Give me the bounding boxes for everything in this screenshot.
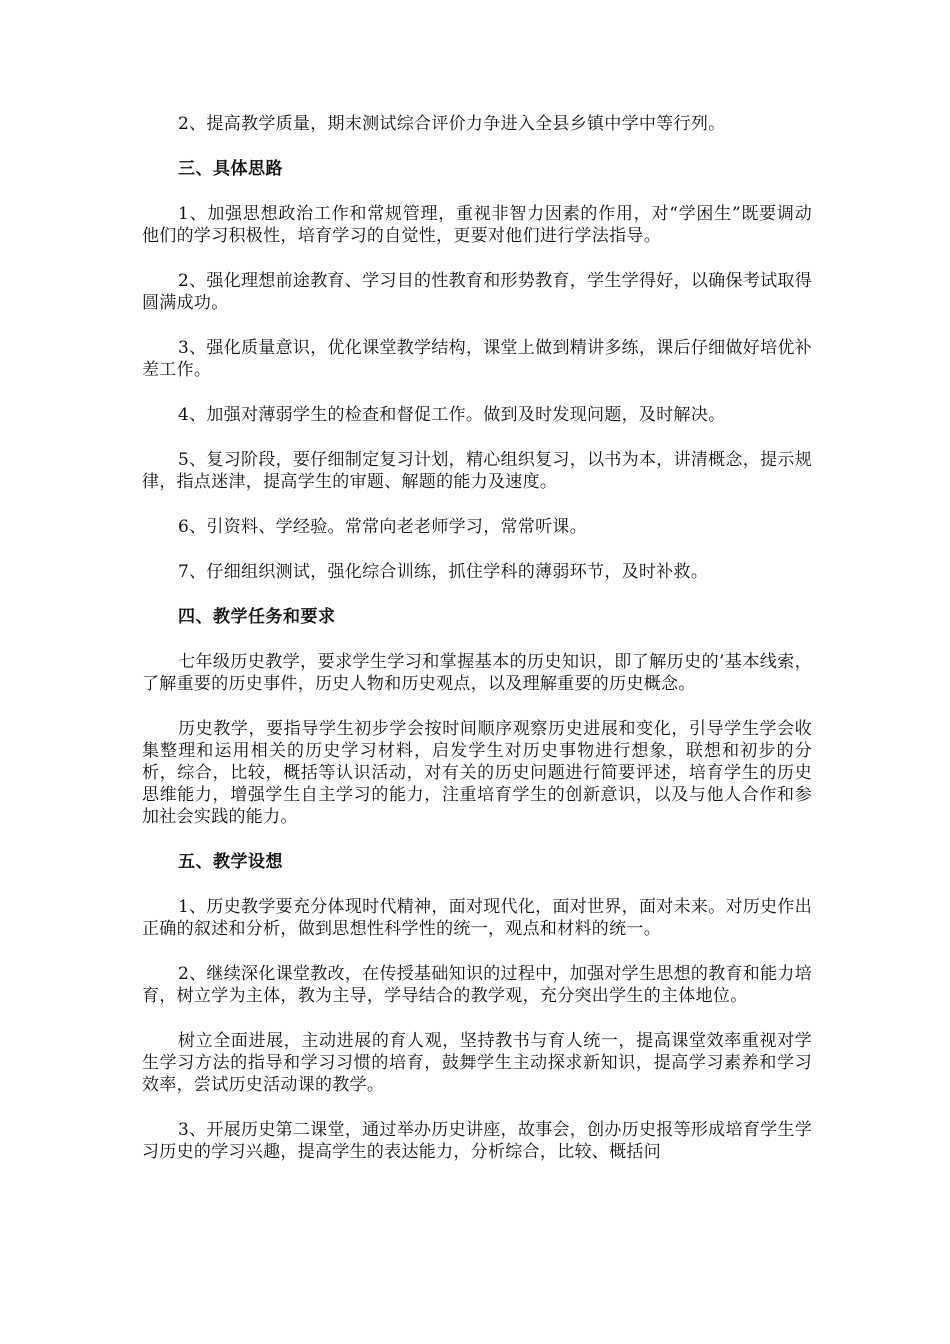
paragraph-task-1: 七年级历史教学，要求学生学习和掌握基本的历史知识，即了解历史的’基本线索，了解重要的历史事件，历史人物和历史观点，以及理解重要的历史概念。 — [142, 652, 812, 694]
paragraph-idea-1: 1、加强思想政治工作和常规管理，重视非智力因素的作用，对“学困生”既要调动他们的学习积极性，培育学习的自觉性，更要对他们进行学法指导。 — [142, 204, 812, 246]
paragraph-idea-2: 2、强化理想前途教育、学习目的性教育和形势教育，学生学得好，以确保考试取得圆满成功。 — [142, 271, 812, 313]
paragraph-idea-7: 7、仔细组织测试，强化综合训练，抓住学科的薄弱环节，及时补救。 — [178, 562, 709, 582]
paragraph-plan-2-continued: 树立全面进展，主动进展的育人观，坚持教书与育人统一，提高课堂效率重视对学生学习方法的指导和学习习惯的培育，鼓舞学生主动探求新知识，提高学习素养和学习效率，尝试历史活动课的教学。 — [142, 1031, 812, 1095]
paragraph-plan-3: 3、开展历史第二课堂，通过举办历史讲座，故事会，创办历史报等形成培育学生学习历史的学习兴趣，提高学生的表达能力，分析综合，比较、概括问 — [142, 1120, 812, 1162]
document-body — [142, 113, 812, 1186]
section-heading-5: 五、教学设想 — [178, 852, 283, 872]
paragraph-idea-6: 6、引资料、学经验。常常向老老师学习，常常听课。 — [178, 517, 588, 537]
paragraph-plan-2: 2、继续深化课堂教改，在传授基础知识的过程中，加强对学生思想的教育和能力培育，树立学为主体，教为主导，学导结合的教学观，充分突出学生的主体地位。 — [142, 964, 812, 1006]
paragraph-idea-5: 5、复习阶段，要仔细制定复习计划，精心组织复习，以书为本，讲清概念，提示规律，指点迷津，提高学生的审题、解题的能力及速度。 — [142, 450, 812, 492]
section-heading-4: 四、教学任务和要求 — [178, 607, 336, 627]
paragraph-idea-3: 3、强化质量意识，优化课堂教学结构，课堂上做到精讲多练，课后仔细做好培优补差工作。 — [142, 338, 812, 380]
paragraph-plan-1: 1、历史教学要充分体现时代精神，面对现代化，面对世界，面对未来。对历史作出正确的叙述和分析，做到思想性科学性的统一，观点和材料的统一。 — [142, 897, 812, 939]
paragraph-task-2: 历史教学，要指导学生初步学会按时间顺序观察历史进展和变化，引导学生学会收集整理和运用相关的历史学习材料，启发学生对历史事物进行想象，联想和初步的分析，综合，比较，概括等认识活动，对有关的历史问题进行简要评述，培育学生的历史思维能力，增强学生自主学习的能力，注重培育学生的创新意识，以及与他人合作和参加社会实践的能力。 — [142, 719, 812, 827]
section-heading-3: 三、具体思路 — [178, 159, 283, 179]
paragraph-goal-2: 2、提高教学质量，期末测试综合评价力争进入全县乡镇中学中等行列。 — [178, 114, 726, 134]
paragraph-idea-4: 4、加强对薄弱学生的检查和督促工作。做到及时发现问题，及时解决。 — [178, 405, 726, 425]
